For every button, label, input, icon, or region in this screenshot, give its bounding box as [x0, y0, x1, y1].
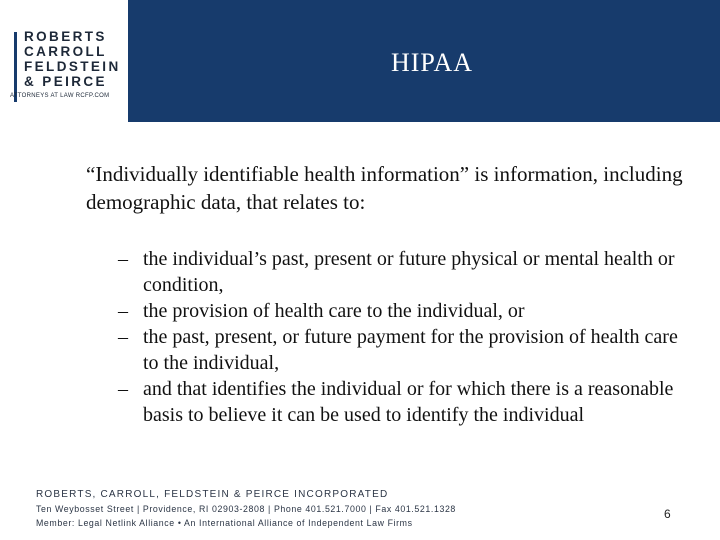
footer-address: Ten Weybosset Street | Providence, RI 02903-2808 | Phone 401.521.7000 | Fax 401.521.1328	[36, 504, 456, 514]
list-item-text: the past, present, or future payment for the provision of health care to the individual,	[143, 326, 678, 374]
dash-marker: –	[118, 378, 128, 400]
dash-marker: –	[118, 248, 128, 270]
page-number: 6	[664, 507, 671, 521]
list-item	[118, 298, 678, 324]
footer-membership: Member: Legal Netlink Alliance • An International Alliance of Independent Law Firms	[36, 518, 413, 528]
slide-footer	[36, 488, 456, 530]
bullet-list	[118, 246, 678, 428]
logo-line-2: CARROLL	[24, 44, 107, 59]
dash-marker: –	[118, 300, 128, 322]
list-item-text: and that identifies the individual or for which there is a reasonable basis to believe it can be used to identify the individual	[143, 378, 674, 426]
logo-line-4: & PEIRCE	[24, 74, 107, 89]
list-item	[118, 376, 678, 428]
logo-accent-bar	[14, 32, 17, 102]
slide-header	[0, 0, 720, 122]
list-item	[118, 246, 678, 298]
list-item-text: the provision of health care to the individual, or	[143, 300, 525, 322]
firm-logo	[4, 14, 128, 104]
list-item-text: the individual’s past, present or future physical or mental health or condition,	[143, 248, 675, 296]
logo-tagline: ATTORNEYS AT LAW RCFP.COM	[10, 93, 110, 99]
slide-title: HIPAA	[390, 48, 474, 77]
logo-line-3: FELDSTEIN	[24, 59, 121, 74]
intro-paragraph: “Individually identifiable health information” is information, including demographic data, that relates to:	[86, 162, 683, 214]
dash-marker: –	[118, 326, 128, 348]
footer-firm-name: ROBERTS, CARROLL, FELDSTEIN & PEIRCE INCORPORATED	[36, 489, 389, 500]
logo-line-1: ROBERTS	[24, 29, 107, 44]
list-item	[118, 324, 678, 376]
